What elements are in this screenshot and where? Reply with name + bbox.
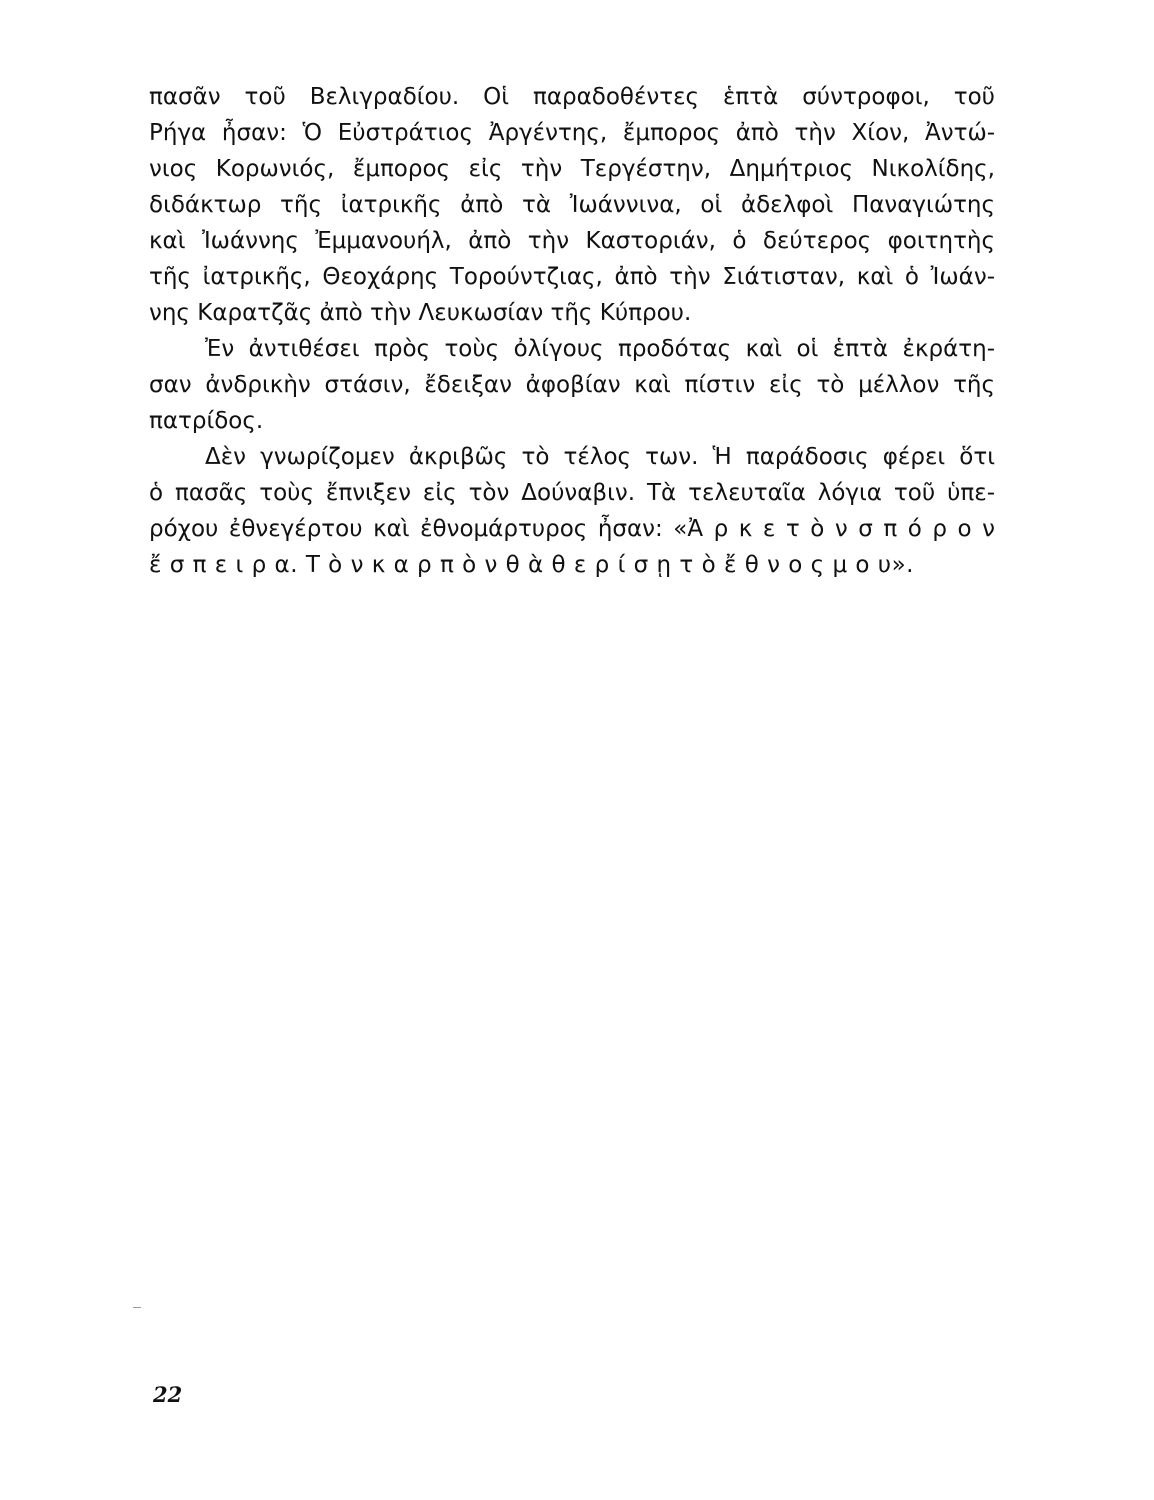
text-line: Δὲν γνωρίζομεν ἀκριβῶς τὸ τέλος των. Ἡ παράδοσις φέρει ὅτι [205, 444, 995, 470]
text-line: νης Καρατζᾶς ἀπὸ τὴν Λευκωσίαν τῆς Κύπρου. [149, 300, 692, 326]
text-line: ἔ σ π ε ι ρ α. Τ ὸ ν κ α ρ π ὸ ν θ ὰ θ ε ρ ί σ ῃ τ ὸ ἔ θ ν ο ς μ ο υ». [149, 552, 914, 578]
text-line: διδάκτωρ τῆς ἰατρικῆς ἀπὸ τὰ Ἰωάννινα, οἱ ἀδελφοὶ Παναγιώτης [149, 192, 995, 218]
text-line: σαν ἀνδρικὴν στάσιν, ἔδειξαν ἀφοβίαν καὶ πίστιν εἰς τὸ μέλλον τῆς [149, 372, 995, 398]
body-text [149, 79, 995, 583]
paragraph-1 [149, 79, 995, 331]
text-line: καὶ Ἰωάννης Ἐμμανουήλ, ἀπὸ τὴν Καστοριάν, ὁ δεύτερος φοιτητὴς [149, 228, 995, 254]
text-line: Ἐν ἀντιθέσει πρὸς τοὺς ὀλίγους προδότας καὶ οἱ ἑπτὰ ἐκράτη- [205, 336, 995, 362]
text-line: τῆς ἰατρικῆς, Θεοχάρης Τορούντζιας, ἀπὸ τὴν Σιάτισταν, καὶ ὁ Ἰωάν- [149, 264, 995, 290]
text-line: ὁ πασᾶς τοὺς ἔπνιξεν εἰς τὸν Δούναβιν. Τὰ τελευταῖα λόγια τοῦ ὑπε- [149, 480, 995, 506]
margin-mark [133, 1307, 141, 1308]
text-line: Ρήγα ἦσαν: Ὁ Εὐστράτιος Ἀργέντης, ἔμπορος ἀπὸ τὴν Χίον, Ἀντώ- [149, 120, 995, 146]
text-line: ρόχου ἐθνεγέρτου καὶ ἐθνομάρτυρος ἦσαν: «Ἀ ρ κ ε τ ὸ ν σ π ό ρ ο ν [149, 516, 995, 542]
text-line: πασᾶν τοῦ Βελιγραδίου. Οἱ παραδοθέντες ἑπτὰ σύντροφοι, τοῦ [149, 84, 995, 110]
text-line: νιος Κορωνιός, ἔμπορος εἰς τὴν Τεργέστην, Δημήτριος Νικολίδης, [149, 156, 995, 182]
page-number: 22 [153, 1382, 183, 1407]
text-line: πατρίδος. [149, 408, 264, 434]
paragraph-3 [149, 439, 995, 583]
paragraph-2 [149, 331, 995, 439]
